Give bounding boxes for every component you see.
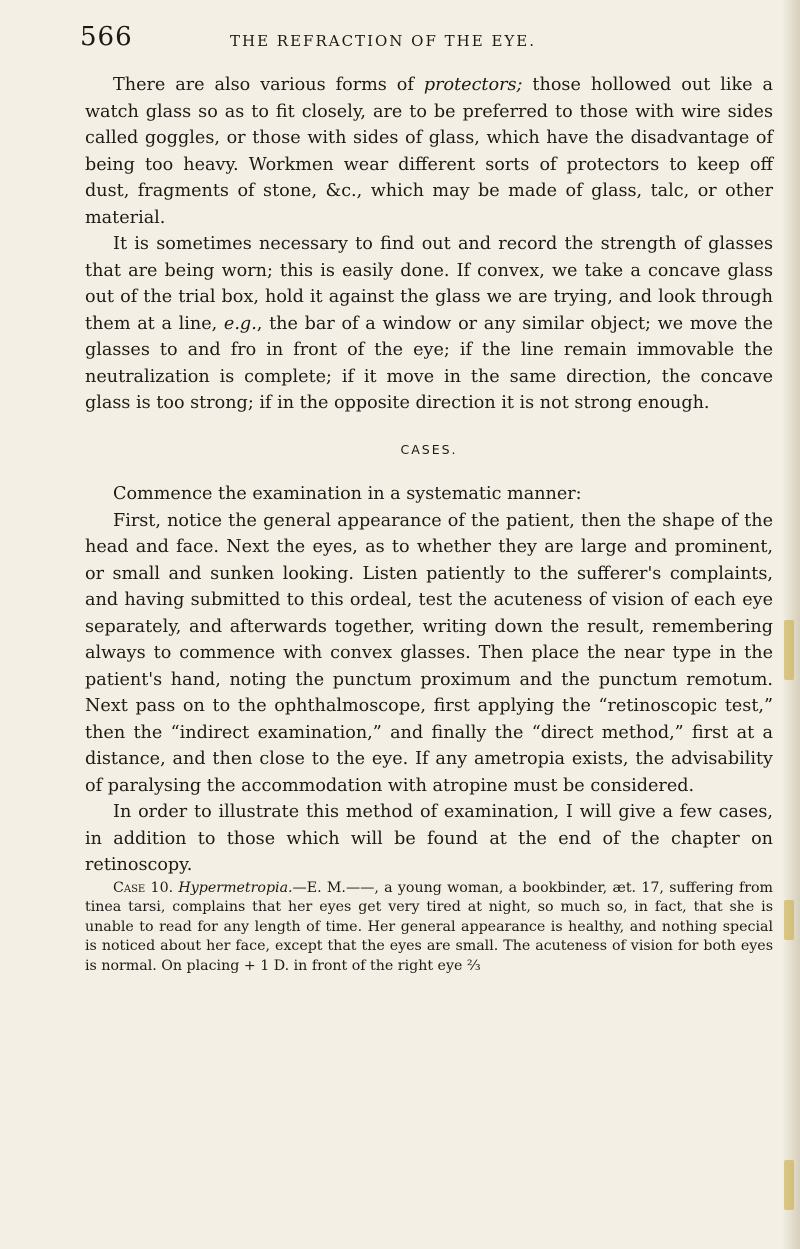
section-heading-cases: CASES. [400,441,458,457]
paragraph-text: , the bar of a window or any similar object; we move the glasses to and fro in front of the eye; if the line remain immovable the neutralization is complete; if it move in the same direction, the concave glass is too strong; if in the opposite direction it is not strong enough. [85,313,773,413]
case-label: Case 10. [113,879,174,896]
emphasis-eg: e.g. [223,313,257,334]
paragraph-text: It is sometimes necessary to find out and record the strength of glasses that are being worn; this is easily done. If convex, we take a concave glass out of the trial box, hold it against the glass we are trying, and look through them at a line, [85,234,773,334]
body-text [85,72,773,976]
page-header [80,22,780,62]
paragraph-commence: Commence the examination in a systematic manner: [113,484,582,504]
running-head: THE REFRACTION OF THE EYE. [230,32,537,50]
paragraph-examination-steps: First, notice the general appearance of the patient, then the shape of the head and face. Next the eyes, as to whether they are large and prominent, or small and sunken looking. Listen patiently to the sufferer's complaints, and having submitted to this ordeal, test the acuteness of vision of each eye separately, and afterwards together, writing down the result, remembering always to commence with convex glasses. Then place the near type in the patient's hand, noting the punctum proximum and the punctum remotum. Next pass on to the ophthalmoscope, first applying the “retinoscopic test,” then the “indirect examination,” and finally the “direct method,” first at a distance, and then close to the eye. If any ametropia exists, the advisability of paralysing the accommodation with atropine must be considered. [85,510,773,796]
paragraph-text: There are also various forms of [113,75,424,95]
paragraph-illustrate: In order to illustrate this method of examination, I will give a few cases, in addition to those which will be found at the end of the chapter on retinoscopy. [85,802,773,875]
page-stain [784,900,794,940]
page-number: 566 [80,22,133,52]
page-stain [784,1160,794,1210]
case-text: —E. M.——, a young woman, a bookbinder, æt. 17, suffering from tinea tarsi, complains that her eyes get very tired at night, so much so, in fact, that she is unable to read for any length of time. Her general appearance is healthy, and nothing special is noticed about her face, except that the eyes are small. The acuteness of vision for both eyes is normal. On placing + 1 D. in front of the right eye ⅔ [85,879,773,974]
case-title: Hypermetropia. [178,879,293,896]
paragraph-protectors [85,72,773,231]
paragraph-strength-of-glasses [85,231,773,417]
emphasis-protectors: protectors; [423,75,523,95]
case-10-note [85,879,773,977]
paragraph-text: those hollowed out like a watch glass so as to fit closely, are to be preferred to those with wire sides called goggles, or those with sides of glass, which have the disadvantage of being too heavy. Workmen wear different sorts of protectors to keep off dust, fragments of stone, &c., which may be made of glass, talc, or other material. [85,75,773,228]
page-stain [784,620,794,680]
